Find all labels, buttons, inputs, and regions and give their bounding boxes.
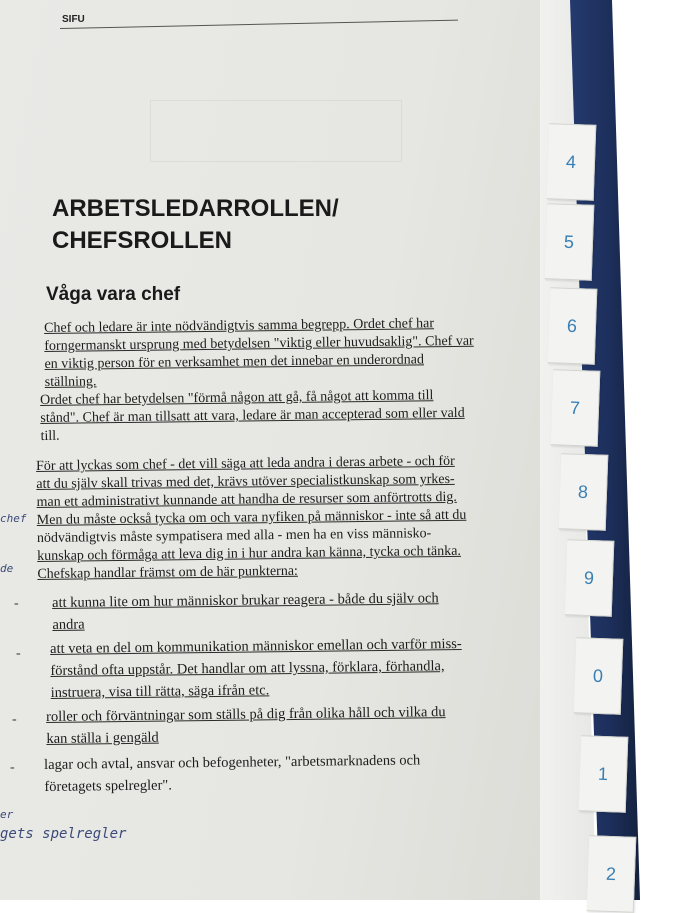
paragraph-line: man ett administrativt kunnande att handha de resurser som anförtrotts dig. [36,489,457,510]
paragraph-line: Ordet chef har betydelsen "förmå någon att gå, få något att komma till [40,388,434,408]
tab-2[interactable]: 2 [587,835,637,913]
paragraph-line: Men du måste också tycka om och vara nyfiken på människor - inte så att du [36,507,467,528]
bullet-dash: - [16,646,21,661]
paragraph-line: en viktig person för en verksamhet men det innebar en underordnad [44,352,425,372]
handwritten-note: de [0,562,14,575]
tab-0[interactable]: 0 [574,637,624,715]
paragraph-line: ställning. [44,374,97,390]
bullet-line: lagar och avtal, ansvar och befogenheter, "arbetsmarknadens och [44,752,421,773]
header-tag: SIFU [62,14,85,25]
bullet-line: kan ställa i gengäld [46,729,159,747]
paragraph-line: att du själv skall trivas med det, krävs utöver specialistkunskap som yrkes- [36,471,455,492]
bleed-through-box [150,100,402,162]
tab-9[interactable]: 9 [565,539,615,617]
bullet-line: andra [52,616,85,633]
header-rule [60,20,458,29]
paragraph-1 [44,315,474,392]
paragraph-line: till. [40,428,60,444]
bullet-item-4 [44,749,421,798]
bullet-dash: - [10,760,15,775]
paragraph-3 [36,453,467,584]
paragraph-line: forngermanskt ursprung med betydelsen "viktig eller huvudsaklig". Chef var [44,333,474,354]
section-subtitle: Våga vara chef [46,284,181,305]
handwritten-note: gets spelregler [0,826,127,842]
bullet-line: att kunna lite om hur människor brukar reagera - både du själv och [52,590,439,611]
paragraph-2 [40,387,465,446]
bullet-dash: - [14,596,19,611]
tab-1[interactable]: 1 [579,735,629,813]
paragraph-line: stånd". Chef är man tillsatt att vara, ledare är man accepterad som eller vald [40,405,465,426]
tab-7[interactable]: 7 [551,369,601,447]
tab-4[interactable]: 4 [547,123,597,201]
bullet-item-1 [52,587,439,636]
title-line-2: CHEFSROLLEN [52,227,232,254]
tab-8[interactable]: 8 [559,453,609,531]
tab-6[interactable]: 6 [548,287,598,365]
paragraph-line: nödvändigtvis måste sympatisera med alla - men ha en viss människo- [36,526,432,546]
title-line-1: ARBETSLEDARROLLEN/ [52,195,339,222]
bullet-item-3 [46,701,446,750]
bullet-line: roller och förväntningar som ställs på dig från olika håll och vilka du [46,704,446,725]
paragraph-line: Chef och ledare är inte nödvändigtvis samma begrepp. Ordet chef har [44,316,435,336]
page-title [52,193,339,257]
bullet-dash: - [12,712,17,727]
handwritten-note: er [0,808,14,821]
handwritten-note: chef [0,512,27,525]
bullet-item-2 [50,633,462,704]
tab-5[interactable]: 5 [545,203,595,281]
bullet-line: instruera, visa till rätta, säga ifrån etc. [50,682,270,701]
paragraph-line: För att lyckas som chef - det vill säga att leda andra i deras arbete - och för [36,453,455,474]
bullet-line: att veta en del om kommunikation människor emellan och varför miss- [50,635,462,657]
paragraph-line: Chefskap handlar främst om de här punkterna: [37,563,298,582]
bullet-line: förstånd ofta uppstår. Det handlar om att lyssna, förklara, förhandla, [50,658,445,679]
paragraph-line: kunskap och förmåga att leva dig in i hur andra kan känna, tycka och tänka. [37,543,462,564]
bullet-line: företagets spelregler". [44,777,172,795]
